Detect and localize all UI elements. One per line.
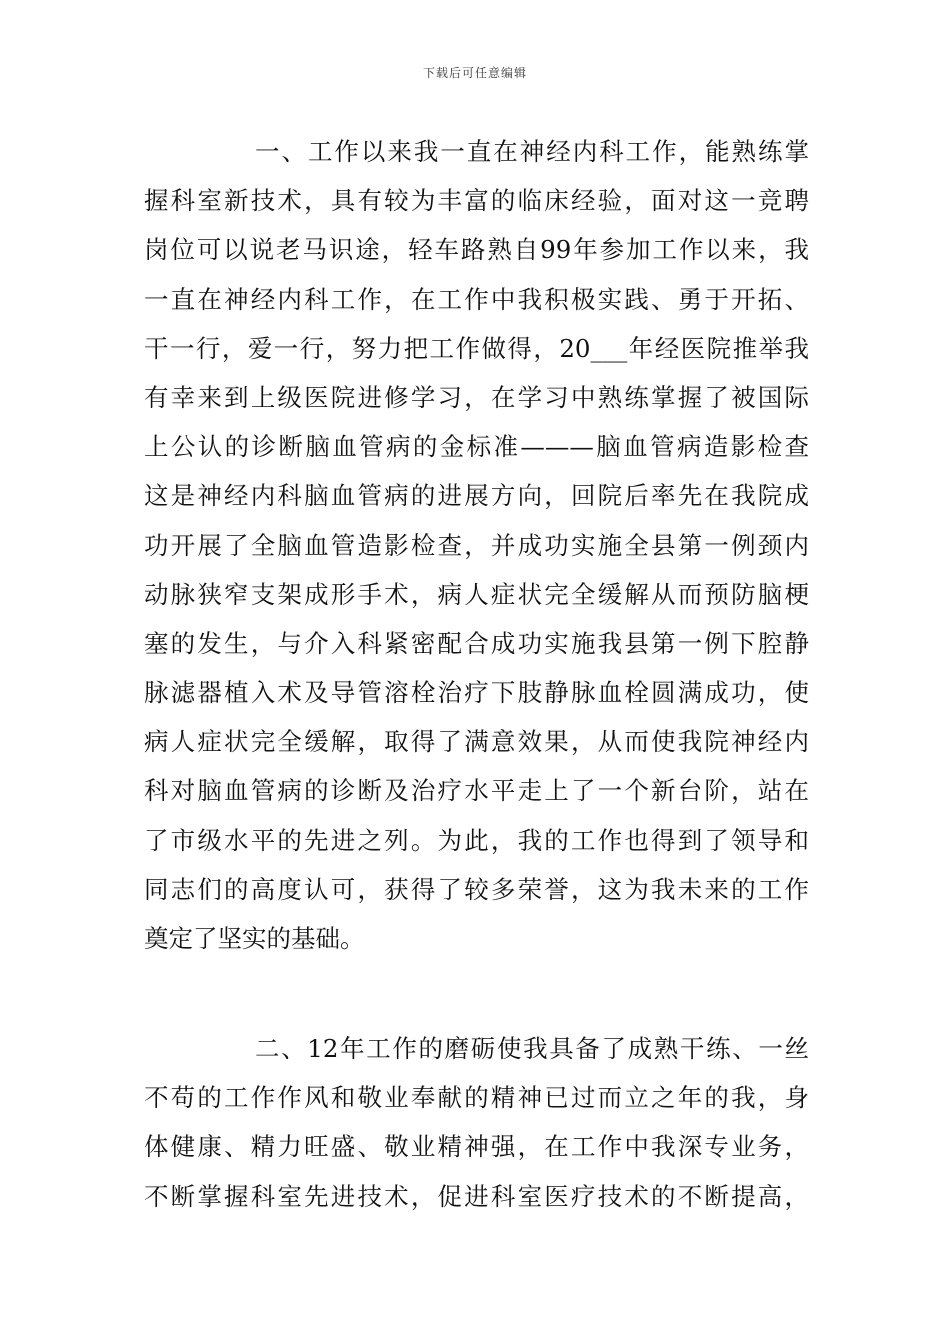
paragraph-line: 同志们的高度认可，获得了较多荣誉，这为我未来的工作 — [144, 874, 809, 904]
paragraph-line: 不断掌握科室先进技术，促进科室医疗技术的不断提高， — [144, 1181, 809, 1211]
paragraph-line: 奠定了坚实的基础。 — [144, 924, 365, 953]
paragraph-2 — [144, 1024, 809, 1221]
paragraph-line: 了市级水平的先进之列。为此，我的工作也得到了领导和 — [144, 825, 809, 855]
paragraph-line: 脉滤器植入术及导管溶栓治疗下肢静脉血栓圆满成功，使 — [144, 678, 809, 708]
paragraph-line: 动脉狭窄支架成形手术，病人症状完全缓解从而预防脑梗 — [144, 579, 809, 609]
paragraph-line: 一直在神经内科工作，在工作中我积极实践、勇于开拓、 — [144, 284, 809, 314]
paragraph-line: 不苟的工作作风和敬业奉献的精神已过而立之年的我，身 — [144, 1083, 809, 1113]
paragraph-line: 这是神经内科脑血管病的进展方向，回院后率先在我院成 — [144, 481, 809, 511]
paragraph-line: 塞的发生，与介入科紧密配合成功实施我县第一例下腔静 — [144, 628, 809, 658]
paragraph-line: 有幸来到上级医院进修学习，在学习中熟练掌握了被国际 — [144, 382, 809, 412]
paragraph-line: 功开展了全脑血管造影检查，并成功实施全县第一例颈内 — [144, 530, 809, 560]
paragraph-1 — [144, 127, 809, 963]
paragraph-line: 岗位可以说老马识途，轻车路熟自99年参加工作以来，我 — [144, 235, 809, 265]
paragraph-line: 二、12年工作的磨砺使我具备了成熟干练、一丝 — [255, 1034, 809, 1063]
paragraph-line: 科对脑血管病的诊断及治疗水平走上了一个新台阶，站在 — [144, 776, 809, 806]
paragraph-line: 干一行，爱一行，努力把工作做得，20___年经医院推举我 — [144, 333, 809, 363]
paragraph-line: 一、工作以来我一直在神经内科工作，能熟练掌 — [255, 137, 809, 166]
paragraph-line: 握科室新技术，具有较为丰富的临床经验，面对这一竞聘 — [144, 186, 809, 216]
paragraph-line: 上公认的诊断脑血管病的金标准———脑血管病造影检查 — [144, 432, 809, 462]
paragraph-line: 体健康、精力旺盛、敬业精神强，在工作中我深专业务， — [144, 1132, 809, 1162]
page-header-note: 下载后可任意编辑 — [422, 66, 527, 80]
paragraph-line: 病人症状完全缓解，取得了满意效果，从而使我院神经内 — [144, 727, 809, 757]
